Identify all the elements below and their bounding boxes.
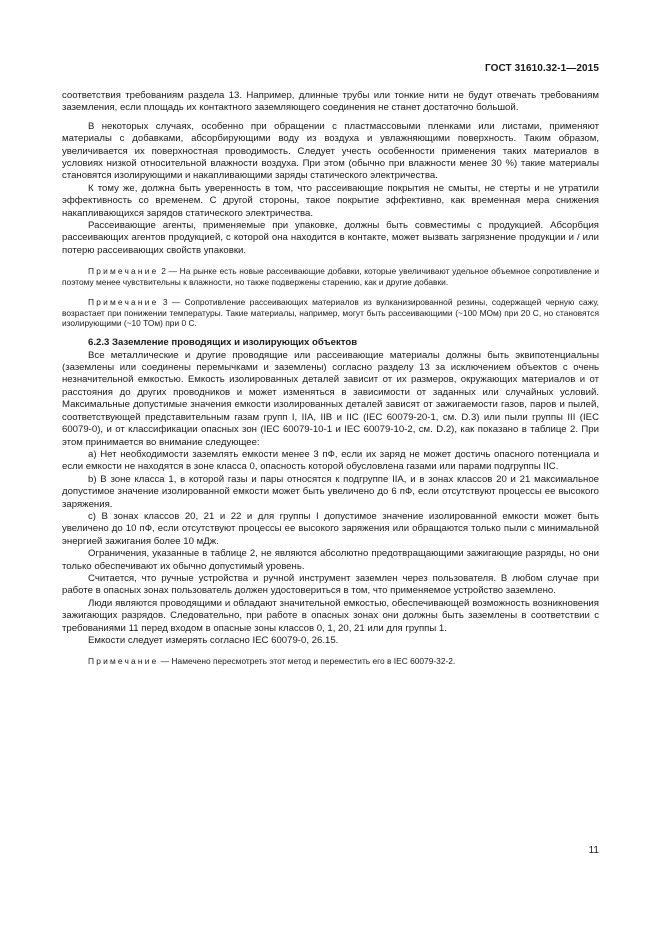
paragraph-continued: соответствия требованиям раздела 13. Например, длинные трубы или тонкие нити не будут отвечать требованиям заземления, если площадь их контактного заземляющего соединения не станет достаточно большой. — [62, 90, 599, 114]
note-3-text: 3 — Сопротивление рассеивающих материалов из вулканизированной резины, содержащей черную сажу, возрастает при понижении температуры. Такие материалы, например, могут быть рассеивающими (~100 МОм) при 20 С, но становятся изолирующими (~10 ТОм) при 0 С. — [62, 296, 599, 329]
list-item-a: а) Нет необходимости заземлять емкости менее 3 пФ, если их заряд не может достичь опасного потенциала и если емкости не находятся в зоне класса 0, опасность которой обусловлена газами или парами подгруппы IIC. — [62, 448, 599, 473]
section-heading: 6.2.3 Заземление проводящих и изолирующих объектов — [88, 337, 358, 349]
paragraph-coatings: К тому же, должна быть уверенность в том, что рассеивающие покрытия не смыты, не стерты и не утратили эффективность со временем. С другой стороны, такое покрытие эффективно, как временная мера снижения накапливающихся зарядов статического электричества. — [62, 182, 599, 219]
note-final — [62, 656, 599, 667]
list-item-b: b) В зоне класса 1, в которой газы и пары относятся к подгруппе IIA, и в зонах классов 20 и 21 максимальное допустимое значение изолированной емкости может быть увеличено до 6 пФ, если отсутствуют процессы ее высокого заряжения. — [62, 473, 599, 510]
note-3-label: Примечание — [88, 296, 159, 307]
list-item-c: с) В зонах классов 20, 21 и 22 и для группы I допустимое значение изолированной емкости может быть увеличено до 10 пФ, если отсутствуют процессы ее высокого заряжения или обращаются только пыли с минимальной энергией зажигания более 10 мДж. — [62, 510, 599, 547]
paragraph-additives: В некоторых случаях, особенно при обращении с пластмассовыми пленками или листами, применяют материалы с добавками, абсорбирующими воду из воздуха и увлажняющими поверхность. Таким образом, увеличивается их поверхностная проводимость. Следует учесть особенности применения таких материалов в условиях низкой относительной влажности воздуха. При этом (обычно при влажности менее 30 %) такие материалы становятся изолирующими и накапливающими заряды статического электричества. — [62, 120, 599, 182]
document-body — [62, 90, 599, 673]
paragraph-grounding: Все металлические и другие проводящие или рассеивающие материалы должны быть эквипотенциальны (заземлены или соединены перемычками и заземлены) согласно разделу 13 за исключением объектов с очень незначительной емкостью. Емкость изолированных деталей зависит от их размеров, окружающих материалов и от расстояния до других проводников и может изменяться в зависимости от заданных или случайных условий. Максимальные допустимые значения емкости изолированных деталей зависят от зажигаемости газов, паров и пылей, соответствующей представительным газам групп I, IIA, IIB и IIC (IEC 60079-20-1, см. D.3) или пыли группы III (IEC 60079-0), и от классификации опасных зон (IEC 60079-10-1 и IEC 60079-10-2, см. D.2), как показано в таблице 2. При этом принимается во внимание следующее: — [62, 349, 599, 448]
paragraph-limitations: Ограничения, указанные в таблице 2, не являются абсолютно предотвращающими зажигающие разряды, но они только обеспечивают их обычно допустимый уровень. — [62, 548, 599, 572]
note-2 — [62, 266, 599, 288]
paragraph-measurement: Емкости следует измерять согласно IEC 60079-0, 26.15. — [88, 635, 339, 647]
note-3 — [62, 297, 599, 329]
paragraph-people: Люди являются проводящими и обладают значительной емкостью, обеспечивающей возможность возникновения зажигающих разрядов. Следовательно, при работе в опасных зонах они должны быть заземлены в соответствии с требованиями 11 перед входом в опасные зоны классов 0, 1, 20, 21 или для группы 1. — [62, 597, 599, 634]
note-final-text: — Намечено пересмотреть этот метод и переместить его в IEC 60079-32-2. — [158, 656, 456, 667]
paragraph-packaging-agents: Рассеивающие агенты, применяемые при упаковке, должны быть совместимы с продукцией. Абсорбция рассеивающих агентов продукцией, с которой она находится в контакте, может вызвать загрязнение продукции и / или потерю рассеивающих свойств упаковки. — [62, 220, 599, 256]
note-2-label: Примечание — [88, 266, 159, 277]
paragraph-hand-tools: Считается, что ручные устройства и ручной инструмент заземлен через пользователя. В любом случае при работе в опасных зонах пользователь должен удостовериться в том, что применяемое устройство заземлено. — [62, 572, 599, 597]
note-2-text: 2 — На рынке есть новые рассеивающие добавки, которые увеличивают удельное объемное сопротивление и поэтому менее чувствительны к влажности, но также подвержены старению, как и другие добавки. — [62, 266, 599, 288]
note-final-label: Примечание — [88, 656, 159, 667]
page-number: 11 — [588, 845, 599, 856]
document-header: ГОСТ 31610.32-1—2015 — [484, 63, 599, 74]
